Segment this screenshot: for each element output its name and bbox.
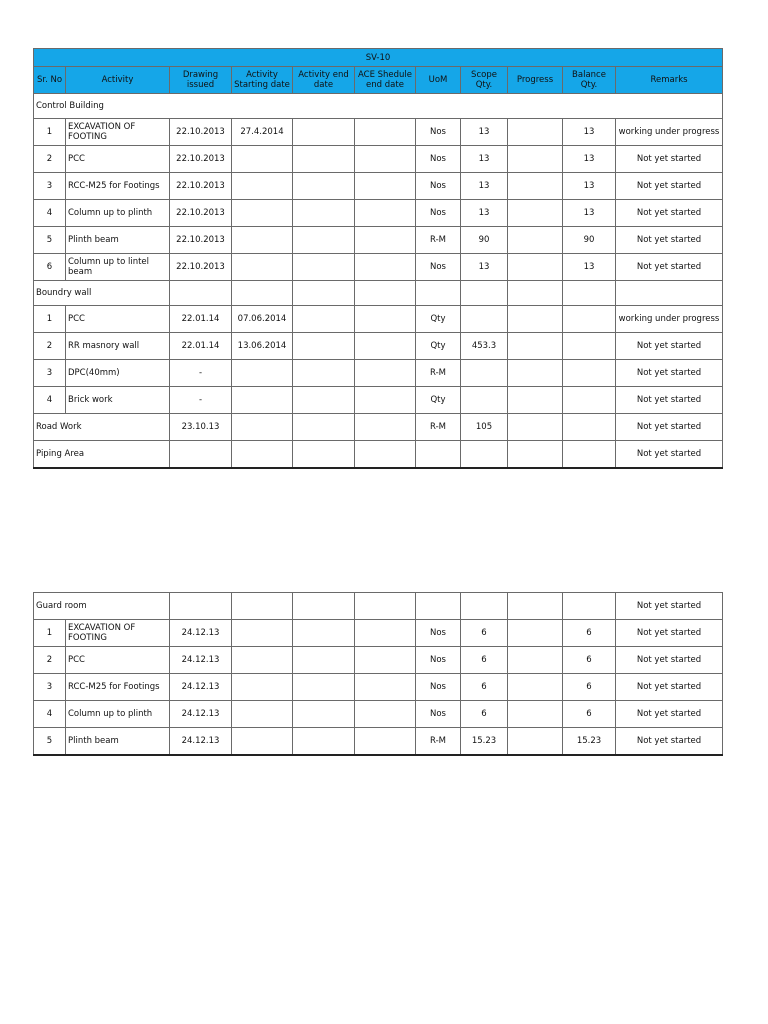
remarks-cell: Not yet started bbox=[616, 593, 723, 620]
progress-cell bbox=[508, 387, 563, 414]
uom-cell: R-M bbox=[416, 414, 461, 441]
scope-qty-cell: 6 bbox=[461, 647, 508, 674]
balance-qty-cell: 6 bbox=[563, 620, 616, 647]
remarks-cell: working under progress bbox=[616, 306, 723, 333]
balance-qty-cell: 13 bbox=[563, 254, 616, 281]
table-row bbox=[34, 200, 723, 227]
scope-qty-cell bbox=[461, 441, 508, 469]
progress-cell bbox=[508, 306, 563, 333]
empty-cell bbox=[293, 281, 355, 306]
start-date-cell bbox=[232, 387, 293, 414]
ace-end-date-cell bbox=[355, 387, 416, 414]
table-row bbox=[34, 441, 723, 469]
remarks-cell: Not yet started bbox=[616, 387, 723, 414]
scope-qty-cell: 13 bbox=[461, 173, 508, 200]
table-row bbox=[34, 701, 723, 728]
scope-qty-cell: 6 bbox=[461, 701, 508, 728]
ace-end-date-cell bbox=[355, 254, 416, 281]
drawing-issued-cell: 22.10.2013 bbox=[170, 146, 232, 173]
balance-qty-cell: 6 bbox=[563, 674, 616, 701]
uom-cell: R-M bbox=[416, 227, 461, 254]
start-date-cell bbox=[232, 647, 293, 674]
drawing-issued-cell: 24.12.13 bbox=[170, 728, 232, 756]
drawing-issued-cell: 22.10.2013 bbox=[170, 173, 232, 200]
sr-no-cell: 3 bbox=[34, 360, 66, 387]
sr-no-cell: 2 bbox=[34, 146, 66, 173]
table-row bbox=[34, 306, 723, 333]
end-date-cell bbox=[293, 227, 355, 254]
scope-qty-cell bbox=[461, 387, 508, 414]
start-date-cell bbox=[232, 441, 293, 469]
table-row bbox=[34, 414, 723, 441]
end-date-cell bbox=[293, 647, 355, 674]
start-date-cell bbox=[232, 146, 293, 173]
remarks-cell: Not yet started bbox=[616, 333, 723, 360]
activity-cell: PCC bbox=[66, 146, 170, 173]
start-date-cell: 27.4.2014 bbox=[232, 119, 293, 146]
sheet-title: SV-10 bbox=[34, 49, 723, 67]
sr-no-cell: 4 bbox=[34, 200, 66, 227]
uom-cell: Nos bbox=[416, 200, 461, 227]
uom-cell bbox=[416, 593, 461, 620]
ace-end-date-cell bbox=[355, 620, 416, 647]
activity-cell: RR masnory wall bbox=[66, 333, 170, 360]
balance-qty-cell bbox=[563, 360, 616, 387]
col-header-scope-qty: Scope Qty. bbox=[461, 67, 508, 94]
balance-qty-cell: 6 bbox=[563, 701, 616, 728]
table-row bbox=[34, 674, 723, 701]
sr-no-cell: 5 bbox=[34, 728, 66, 756]
activity-cell: PCC bbox=[66, 306, 170, 333]
table-row bbox=[34, 593, 723, 620]
uom-cell: Nos bbox=[416, 620, 461, 647]
drawing-issued-cell: 24.12.13 bbox=[170, 701, 232, 728]
scope-qty-cell bbox=[461, 306, 508, 333]
balance-qty-cell: 15.23 bbox=[563, 728, 616, 756]
uom-cell: Qty bbox=[416, 387, 461, 414]
sr-no-cell: 2 bbox=[34, 647, 66, 674]
table-row bbox=[34, 146, 723, 173]
table-body bbox=[34, 593, 723, 756]
progress-cell bbox=[508, 254, 563, 281]
sr-no-cell: 2 bbox=[34, 333, 66, 360]
sr-no-cell: 4 bbox=[34, 701, 66, 728]
drawing-issued-cell: 22.01.14 bbox=[170, 306, 232, 333]
end-date-cell bbox=[293, 200, 355, 227]
col-header-remarks: Remarks bbox=[616, 67, 723, 94]
table-row bbox=[34, 728, 723, 756]
uom-cell: R-M bbox=[416, 360, 461, 387]
table-body bbox=[34, 94, 723, 469]
col-header-start-date: Activity Starting date bbox=[232, 67, 293, 94]
activity-cell: DPC(40mm) bbox=[66, 360, 170, 387]
empty-cell bbox=[461, 281, 508, 306]
sr-no-cell: 6 bbox=[34, 254, 66, 281]
table-row bbox=[34, 647, 723, 674]
table-row bbox=[34, 360, 723, 387]
progress-cell bbox=[508, 620, 563, 647]
progress-cell bbox=[508, 146, 563, 173]
end-date-cell bbox=[293, 254, 355, 281]
sr-no-cell: 5 bbox=[34, 227, 66, 254]
start-date-cell bbox=[232, 701, 293, 728]
col-header-balance-qty: Balance Qty. bbox=[563, 67, 616, 94]
table-row bbox=[34, 227, 723, 254]
ace-end-date-cell bbox=[355, 227, 416, 254]
ace-end-date-cell bbox=[355, 441, 416, 469]
drawing-issued-cell: 23.10.13 bbox=[170, 414, 232, 441]
activity-cell: EXCAVATION OF FOOTING bbox=[66, 620, 170, 647]
sr-no-cell: 1 bbox=[34, 119, 66, 146]
col-header-activity: Activity bbox=[66, 67, 170, 94]
progress-cell bbox=[508, 593, 563, 620]
start-date-cell bbox=[232, 728, 293, 756]
remarks-cell: Not yet started bbox=[616, 414, 723, 441]
remarks-cell: Not yet started bbox=[616, 227, 723, 254]
drawing-issued-cell: 22.10.2013 bbox=[170, 227, 232, 254]
col-header-ace-end-date: ACE Shedule end date bbox=[355, 67, 416, 94]
start-date-cell bbox=[232, 593, 293, 620]
balance-qty-cell: 13 bbox=[563, 173, 616, 200]
drawing-issued-cell: 22.10.2013 bbox=[170, 254, 232, 281]
empty-cell bbox=[232, 281, 293, 306]
progress-cell bbox=[508, 333, 563, 360]
activity-cell: EXCAVATION OF FOOTING bbox=[66, 119, 170, 146]
scope-qty-cell bbox=[461, 593, 508, 620]
table-row bbox=[34, 620, 723, 647]
scope-qty-cell: 13 bbox=[461, 146, 508, 173]
start-date-cell bbox=[232, 173, 293, 200]
ace-end-date-cell bbox=[355, 728, 416, 756]
remarks-cell: Not yet started bbox=[616, 200, 723, 227]
balance-qty-cell: 13 bbox=[563, 119, 616, 146]
start-date-cell bbox=[232, 414, 293, 441]
drawing-issued-cell: 22.10.2013 bbox=[170, 200, 232, 227]
end-date-cell bbox=[293, 593, 355, 620]
scope-qty-cell: 90 bbox=[461, 227, 508, 254]
start-date-cell: 13.06.2014 bbox=[232, 333, 293, 360]
sr-no-cell: 4 bbox=[34, 387, 66, 414]
activity-cell: Plinth beam bbox=[66, 728, 170, 756]
activity-cell: Plinth beam bbox=[66, 227, 170, 254]
progress-cell bbox=[508, 701, 563, 728]
end-date-cell bbox=[293, 146, 355, 173]
ace-end-date-cell bbox=[355, 701, 416, 728]
ace-end-date-cell bbox=[355, 360, 416, 387]
empty-cell bbox=[170, 281, 232, 306]
scope-qty-cell: 6 bbox=[461, 620, 508, 647]
ace-end-date-cell bbox=[355, 333, 416, 360]
end-date-cell bbox=[293, 620, 355, 647]
ace-end-date-cell bbox=[355, 119, 416, 146]
sr-no-cell: 3 bbox=[34, 674, 66, 701]
end-date-cell bbox=[293, 119, 355, 146]
balance-qty-cell bbox=[563, 441, 616, 469]
drawing-issued-cell: - bbox=[170, 387, 232, 414]
start-date-cell: 07.06.2014 bbox=[232, 306, 293, 333]
scope-qty-cell: 15.23 bbox=[461, 728, 508, 756]
activity-cell: Guard room bbox=[34, 593, 170, 620]
ace-end-date-cell bbox=[355, 647, 416, 674]
balance-qty-cell: 13 bbox=[563, 200, 616, 227]
ace-end-date-cell bbox=[355, 674, 416, 701]
drawing-issued-cell: 24.12.13 bbox=[170, 647, 232, 674]
sr-no-cell: 3 bbox=[34, 173, 66, 200]
col-header-uom: UoM bbox=[416, 67, 461, 94]
end-date-cell bbox=[293, 701, 355, 728]
remarks-cell: Not yet started bbox=[616, 360, 723, 387]
col-header-drawing-issued: Drawing issued bbox=[170, 67, 232, 94]
uom-cell: R-M bbox=[416, 728, 461, 756]
end-date-cell bbox=[293, 360, 355, 387]
drawing-issued-cell: - bbox=[170, 360, 232, 387]
table-row bbox=[34, 387, 723, 414]
start-date-cell bbox=[232, 674, 293, 701]
uom-cell: Nos bbox=[416, 674, 461, 701]
progress-table-main bbox=[33, 48, 723, 469]
header-row bbox=[34, 67, 723, 94]
progress-cell bbox=[508, 360, 563, 387]
drawing-issued-cell: 24.12.13 bbox=[170, 674, 232, 701]
drawing-issued-cell: 24.12.13 bbox=[170, 620, 232, 647]
col-header-end-date: Activity end date bbox=[293, 67, 355, 94]
scope-qty-cell: 6 bbox=[461, 674, 508, 701]
ace-end-date-cell bbox=[355, 200, 416, 227]
remarks-cell: Not yet started bbox=[616, 674, 723, 701]
activity-cell: Piping Area bbox=[34, 441, 170, 469]
ace-end-date-cell bbox=[355, 146, 416, 173]
progress-cell bbox=[508, 414, 563, 441]
end-date-cell bbox=[293, 173, 355, 200]
empty-cell bbox=[355, 281, 416, 306]
ace-end-date-cell bbox=[355, 414, 416, 441]
progress-cell bbox=[508, 728, 563, 756]
scope-qty-cell: 13 bbox=[461, 119, 508, 146]
balance-qty-cell: 13 bbox=[563, 146, 616, 173]
end-date-cell bbox=[293, 414, 355, 441]
section-label: Boundry wall bbox=[34, 281, 170, 306]
start-date-cell bbox=[232, 227, 293, 254]
start-date-cell bbox=[232, 200, 293, 227]
ace-end-date-cell bbox=[355, 593, 416, 620]
scope-qty-cell: 105 bbox=[461, 414, 508, 441]
activity-cell: PCC bbox=[66, 647, 170, 674]
table-row bbox=[34, 254, 723, 281]
balance-qty-cell: 6 bbox=[563, 647, 616, 674]
end-date-cell bbox=[293, 387, 355, 414]
remarks-cell: working under progress bbox=[616, 119, 723, 146]
activity-cell: Column up to plinth bbox=[66, 200, 170, 227]
ace-end-date-cell bbox=[355, 173, 416, 200]
uom-cell: Qty bbox=[416, 333, 461, 360]
scope-qty-cell bbox=[461, 360, 508, 387]
uom-cell bbox=[416, 441, 461, 469]
remarks-cell: Not yet started bbox=[616, 701, 723, 728]
empty-cell bbox=[416, 281, 461, 306]
table-row bbox=[34, 173, 723, 200]
balance-qty-cell: 90 bbox=[563, 227, 616, 254]
progress-table-guard-room bbox=[33, 592, 723, 756]
section-row bbox=[34, 94, 723, 119]
start-date-cell bbox=[232, 620, 293, 647]
uom-cell: Nos bbox=[416, 173, 461, 200]
progress-cell bbox=[508, 441, 563, 469]
scope-qty-cell: 453.3 bbox=[461, 333, 508, 360]
uom-cell: Nos bbox=[416, 701, 461, 728]
progress-cell bbox=[508, 173, 563, 200]
end-date-cell bbox=[293, 674, 355, 701]
progress-cell bbox=[508, 200, 563, 227]
empty-cell bbox=[563, 281, 616, 306]
drawing-issued-cell: 22.01.14 bbox=[170, 333, 232, 360]
end-date-cell bbox=[293, 333, 355, 360]
balance-qty-cell bbox=[563, 306, 616, 333]
progress-cell bbox=[508, 647, 563, 674]
section-row bbox=[34, 281, 723, 306]
end-date-cell bbox=[293, 728, 355, 756]
activity-cell: RCC-M25 for Footings bbox=[66, 674, 170, 701]
sheet-title-row bbox=[34, 49, 723, 67]
uom-cell: Nos bbox=[416, 647, 461, 674]
start-date-cell bbox=[232, 360, 293, 387]
activity-cell: Road Work bbox=[34, 414, 170, 441]
activity-cell: Brick work bbox=[66, 387, 170, 414]
sr-no-cell: 1 bbox=[34, 306, 66, 333]
ace-end-date-cell bbox=[355, 306, 416, 333]
uom-cell: Nos bbox=[416, 119, 461, 146]
balance-qty-cell bbox=[563, 414, 616, 441]
balance-qty-cell bbox=[563, 593, 616, 620]
remarks-cell: Not yet started bbox=[616, 173, 723, 200]
remarks-cell: Not yet started bbox=[616, 620, 723, 647]
uom-cell: Nos bbox=[416, 146, 461, 173]
uom-cell: Qty bbox=[416, 306, 461, 333]
remarks-cell: Not yet started bbox=[616, 254, 723, 281]
drawing-issued-cell bbox=[170, 593, 232, 620]
uom-cell: Nos bbox=[416, 254, 461, 281]
balance-qty-cell bbox=[563, 387, 616, 414]
table-row bbox=[34, 333, 723, 360]
activity-cell: Column up to lintel beam bbox=[66, 254, 170, 281]
table-row bbox=[34, 119, 723, 146]
remarks-cell: Not yet started bbox=[616, 146, 723, 173]
end-date-cell bbox=[293, 306, 355, 333]
start-date-cell bbox=[232, 254, 293, 281]
remarks-cell: Not yet started bbox=[616, 647, 723, 674]
progress-cell bbox=[508, 227, 563, 254]
col-header-sr-no: Sr. No bbox=[34, 67, 66, 94]
end-date-cell bbox=[293, 441, 355, 469]
activity-cell: Column up to plinth bbox=[66, 701, 170, 728]
progress-cell bbox=[508, 674, 563, 701]
section-label: Control Building bbox=[34, 94, 723, 119]
remarks-cell bbox=[616, 281, 723, 306]
progress-cell bbox=[508, 119, 563, 146]
remarks-cell: Not yet started bbox=[616, 441, 723, 469]
remarks-cell: Not yet started bbox=[616, 728, 723, 756]
balance-qty-cell bbox=[563, 333, 616, 360]
drawing-issued-cell: 22.10.2013 bbox=[170, 119, 232, 146]
drawing-issued-cell bbox=[170, 441, 232, 469]
activity-cell: RCC-M25 for Footings bbox=[66, 173, 170, 200]
sr-no-cell: 1 bbox=[34, 620, 66, 647]
scope-qty-cell: 13 bbox=[461, 254, 508, 281]
col-header-progress: Progress bbox=[508, 67, 563, 94]
empty-cell bbox=[508, 281, 563, 306]
scope-qty-cell: 13 bbox=[461, 200, 508, 227]
